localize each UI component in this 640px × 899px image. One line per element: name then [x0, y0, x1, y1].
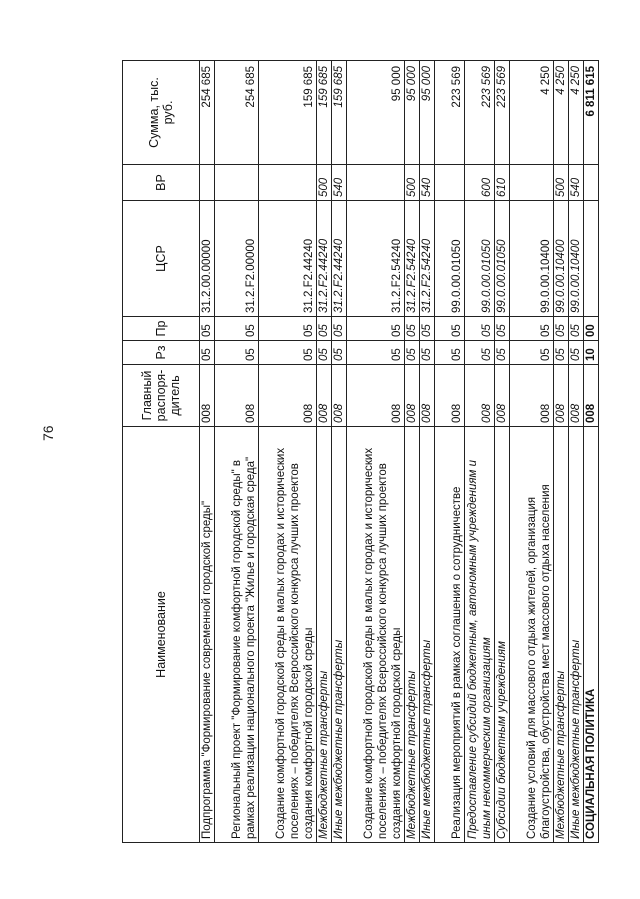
table-row	[332, 61, 347, 843]
cell-pr: 05	[215, 317, 259, 341]
cell-admin: 008	[405, 365, 420, 427]
cell-sum: 159 685	[259, 61, 317, 165]
cell-name: Иные межбюджетные трансферты	[569, 427, 584, 843]
table-row	[420, 61, 435, 843]
header-name: Наименование	[123, 427, 200, 843]
cell-name: Создание комфортной городской среды в малых городах и исторических поселениях – победителях Всероссийского конкурса лучших проектов создания комфортной городской среды	[259, 427, 317, 843]
cell-sum: 95 000	[420, 61, 435, 165]
cell-csr: 31.2.F2.44240	[317, 201, 332, 317]
cell-csr	[584, 201, 599, 317]
cell-admin: 008	[200, 365, 215, 427]
cell-csr: 31.2.F2.44240	[259, 201, 317, 317]
cell-sum: 95 000	[347, 61, 405, 165]
cell-rz: 05	[554, 341, 569, 365]
cell-name: Субсидии бюджетным учреждениям	[495, 427, 510, 843]
header-csr: ЦСР	[123, 201, 200, 317]
table-row	[405, 61, 420, 843]
cell-admin: 008	[435, 365, 465, 427]
cell-admin: 008	[584, 365, 599, 427]
cell-csr: 31.2.F2.54240	[405, 201, 420, 317]
table-row	[584, 61, 599, 843]
cell-name: Реализация мероприятий в рамках соглашения о сотрудничестве	[435, 427, 465, 843]
cell-admin: 008	[317, 365, 332, 427]
cell-rz: 05	[495, 341, 510, 365]
cell-sum: 254 685	[215, 61, 259, 165]
cell-csr: 31.2.F2.44240	[332, 201, 347, 317]
cell-name: Межбюджетные трансферты	[317, 427, 332, 843]
cell-admin: 008	[215, 365, 259, 427]
cell-rz: 05	[317, 341, 332, 365]
header-vr: ВР	[123, 165, 200, 201]
cell-name: Иные межбюджетные трансферты	[420, 427, 435, 843]
table-header-row	[123, 61, 200, 843]
cell-vr	[347, 165, 405, 201]
cell-vr	[215, 165, 259, 201]
cell-csr: 99.0.00.10400	[569, 201, 584, 317]
cell-admin: 008	[465, 365, 495, 427]
cell-admin: 008	[332, 365, 347, 427]
header-rz: Рз	[123, 341, 200, 365]
cell-name: Иные межбюджетные трансферты	[332, 427, 347, 843]
cell-pr: 05	[317, 317, 332, 341]
cell-rz: 05	[420, 341, 435, 365]
cell-admin: 008	[569, 365, 584, 427]
cell-name: СОЦИАЛЬНАЯ ПОЛИТИКА	[584, 427, 599, 843]
header-admin: Главный распоря-дитель	[123, 365, 200, 427]
cell-pr: 05	[259, 317, 317, 341]
cell-vr: 540	[569, 165, 584, 201]
header-pr: Пр	[123, 317, 200, 341]
table-row	[554, 61, 569, 843]
cell-sum: 254 685	[200, 61, 215, 165]
cell-rz: 05	[435, 341, 465, 365]
cell-sum: 159 685	[317, 61, 332, 165]
cell-rz: 05	[405, 341, 420, 365]
cell-vr	[510, 165, 554, 201]
cell-sum: 4 250	[554, 61, 569, 165]
cell-sum: 4 250	[569, 61, 584, 165]
cell-name: Создание комфортной городской среды в малых городах и исторических поселениях – победителях Всероссийского конкурса лучших проектов создания комфортной городской среды	[347, 427, 405, 843]
cell-sum: 223 569	[495, 61, 510, 165]
cell-sum: 159 685	[332, 61, 347, 165]
cell-admin: 008	[495, 365, 510, 427]
cell-csr: 99.0.00.01050	[465, 201, 495, 317]
cell-rz: 05	[347, 341, 405, 365]
cell-pr: 05	[495, 317, 510, 341]
cell-csr: 31.2.F2.54240	[420, 201, 435, 317]
table-row	[317, 61, 332, 843]
cell-sum: 223 569	[435, 61, 465, 165]
cell-vr	[200, 165, 215, 201]
cell-pr: 05	[435, 317, 465, 341]
cell-vr: 540	[332, 165, 347, 201]
cell-rz: 05	[215, 341, 259, 365]
page-number: 76	[40, 425, 56, 441]
budget-table-sheet	[122, 61, 597, 843]
cell-sum: 95 000	[405, 61, 420, 165]
table-row	[259, 61, 317, 843]
cell-admin: 008	[510, 365, 554, 427]
cell-admin: 008	[259, 365, 317, 427]
cell-pr: 05	[347, 317, 405, 341]
cell-sum: 6 811 615	[584, 61, 599, 165]
cell-pr: 05	[200, 317, 215, 341]
table-row	[200, 61, 215, 843]
cell-csr: 99.0.00.10400	[554, 201, 569, 317]
cell-rz: 10	[584, 341, 599, 365]
cell-name: Создание условий для массового отдыха жителей, организация благоустройства, обустройства мест массового отдыха населения	[510, 427, 554, 843]
cell-pr: 05	[465, 317, 495, 341]
cell-pr: 05	[332, 317, 347, 341]
cell-vr	[584, 165, 599, 201]
cell-vr: 540	[420, 165, 435, 201]
table-body	[200, 61, 599, 843]
cell-pr: 05	[420, 317, 435, 341]
cell-name: Региональный проект "Формирование комфортной городской среды" в рамках реализации национального проекта "Жилье и городская среда"	[215, 427, 259, 843]
cell-rz: 05	[259, 341, 317, 365]
header-sum: Сумма, тыс. руб.	[123, 61, 200, 165]
cell-vr: 500	[554, 165, 569, 201]
cell-pr: 00	[584, 317, 599, 341]
cell-pr: 05	[569, 317, 584, 341]
cell-name: Предоставление субсидий бюджетным, автономным учреждениям и иным некоммерческим организациям	[465, 427, 495, 843]
cell-sum: 223 569	[465, 61, 495, 165]
table-row	[569, 61, 584, 843]
table-row	[215, 61, 259, 843]
cell-sum: 4 250	[510, 61, 554, 165]
cell-csr: 31.2.00.00000	[200, 201, 215, 317]
table-row	[347, 61, 405, 843]
cell-csr: 99.0.00.01050	[495, 201, 510, 317]
cell-vr: 500	[317, 165, 332, 201]
table-row	[435, 61, 465, 843]
table-row	[465, 61, 495, 843]
cell-pr: 05	[554, 317, 569, 341]
cell-rz: 05	[200, 341, 215, 365]
cell-admin: 008	[420, 365, 435, 427]
cell-name: Межбюджетные трансферты	[405, 427, 420, 843]
cell-name: Подпрограмма "Формирование современной городской среды"	[200, 427, 215, 843]
cell-csr: 99.0.00.10400	[510, 201, 554, 317]
budget-table	[122, 60, 599, 843]
cell-vr	[435, 165, 465, 201]
cell-pr: 05	[405, 317, 420, 341]
cell-rz: 05	[465, 341, 495, 365]
cell-vr: 500	[405, 165, 420, 201]
table-row	[510, 61, 554, 843]
cell-rz: 05	[332, 341, 347, 365]
cell-rz: 05	[510, 341, 554, 365]
cell-vr	[259, 165, 317, 201]
cell-vr: 600	[465, 165, 495, 201]
cell-csr: 99.0.00.01050	[435, 201, 465, 317]
cell-csr: 31.2.F2.54240	[347, 201, 405, 317]
cell-pr: 05	[510, 317, 554, 341]
table-row	[495, 61, 510, 843]
cell-admin: 008	[554, 365, 569, 427]
cell-csr: 31.2.F2.00000	[215, 201, 259, 317]
cell-name: Межбюджетные трансферты	[554, 427, 569, 843]
cell-rz: 05	[569, 341, 584, 365]
cell-vr: 610	[495, 165, 510, 201]
cell-admin: 008	[347, 365, 405, 427]
